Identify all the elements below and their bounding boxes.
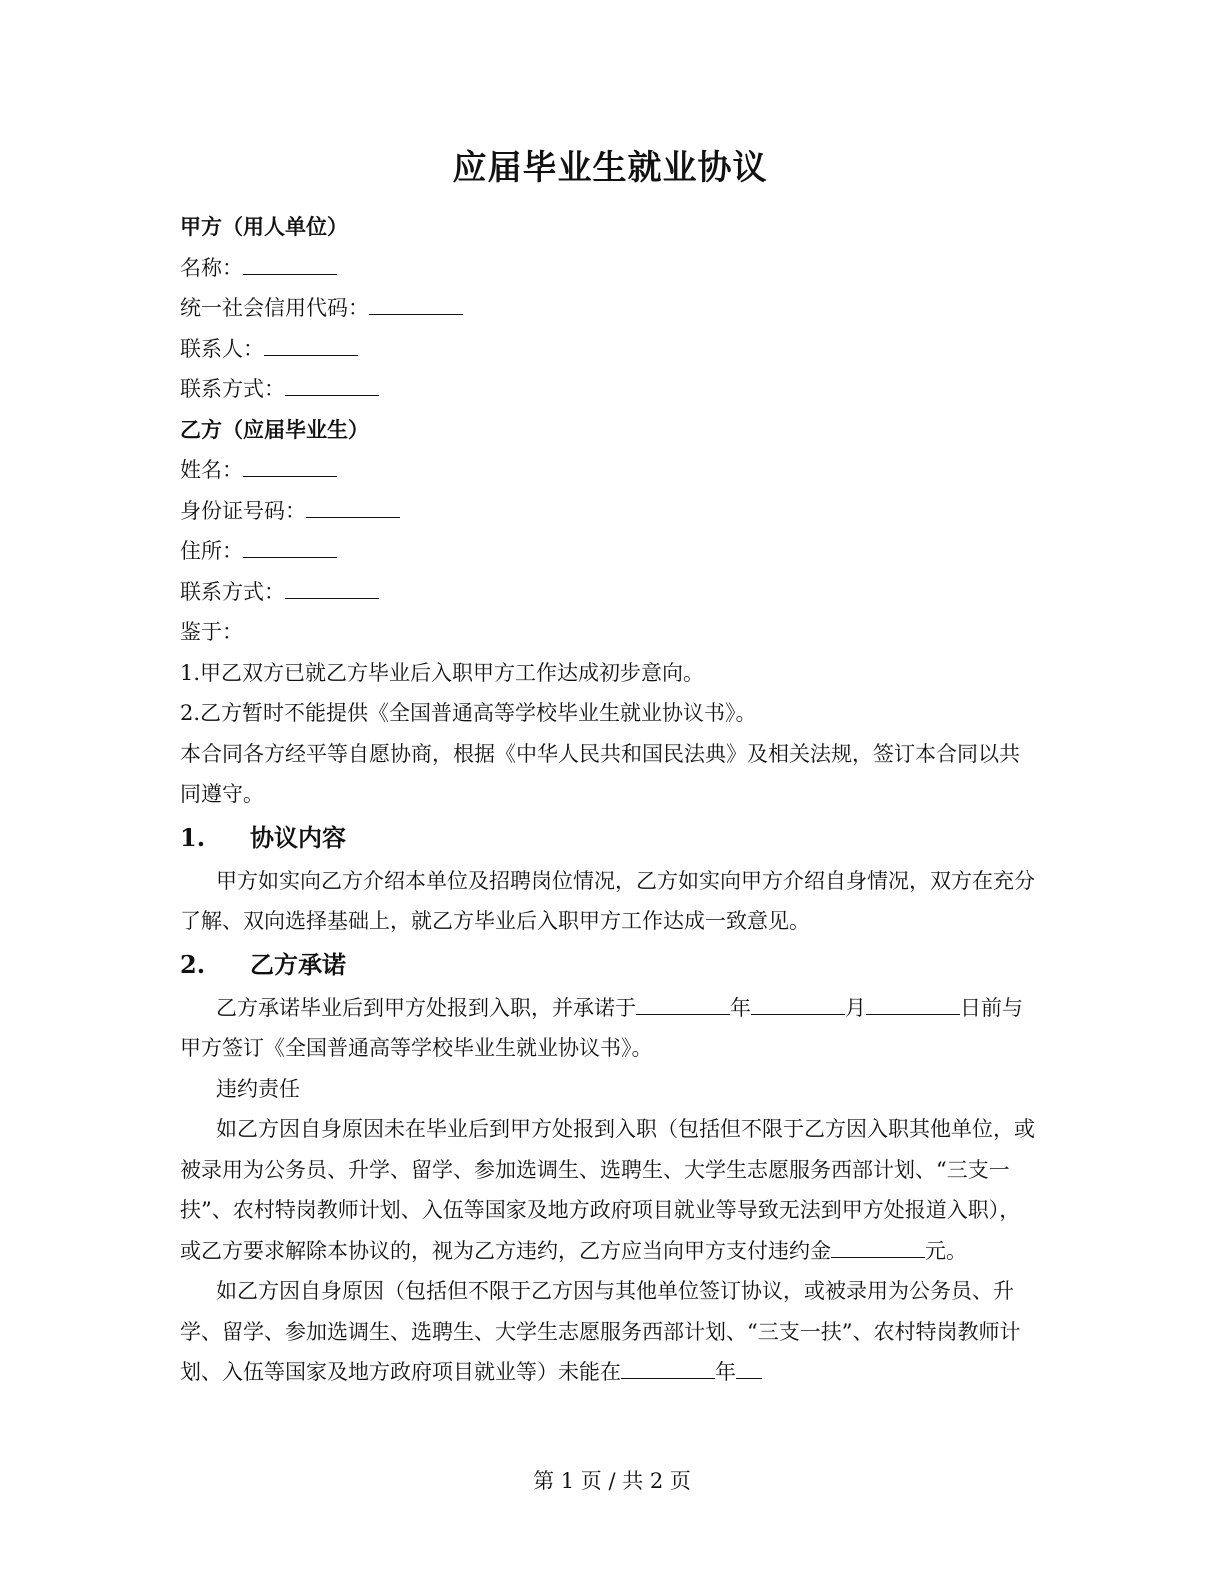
party-a-contact-label: 联系方式：	[180, 377, 285, 401]
promise-text-1: 乙方承诺毕业后到甲方处报到入职，并承诺于	[216, 995, 636, 1020]
party-b-address-label: 住所：	[180, 539, 243, 563]
liability-label: 违约责任	[216, 1076, 300, 1101]
party-a-contact-person-blank	[264, 339, 358, 356]
party-a-contact-field	[180, 369, 1060, 410]
whereas-item-1: 1.甲乙双方已就乙方毕业后入职甲方工作达成初步意向。	[180, 660, 705, 685]
section-1-title: 协议内容	[250, 822, 346, 852]
party-b-id-label: 身份证号码：	[180, 498, 306, 523]
section-2-number: 2.	[180, 949, 206, 979]
party-a-contact-blank	[285, 379, 379, 396]
section-2-heading	[180, 942, 1060, 988]
party-b-heading: 乙方（应届毕业生）	[180, 416, 369, 442]
section-1-number: 1.	[180, 822, 206, 852]
page-footer: 第 1 页 / 共 2 页	[533, 1469, 691, 1493]
document-content	[180, 140, 1060, 1393]
party-b-id-blank	[306, 501, 400, 518]
whereas-label: 鉴于：	[180, 620, 243, 644]
section-2-promise	[180, 988, 1040, 1069]
party-a-credit-code-field	[180, 288, 1060, 329]
party-a-contact-person-field	[180, 329, 1060, 370]
section-1-heading	[180, 815, 1060, 861]
party-a-name-field	[180, 248, 1060, 289]
promise-text-2: 日前与甲方签订《全国普通高等学校毕业生就业协议书》。	[180, 995, 1023, 1060]
party-b-address-blank	[243, 541, 337, 558]
party-b-contact-blank	[285, 582, 379, 599]
liability-2-text: 如乙方因自身原因（包括但不限于乙方因与其他单位签订协议，或被录用为公务员、升学、留学、参加选调生、选聘生、大学生志愿服务西部计划、“三支一扶”、农村特岗教师计划、入伍等国家及地方政府项目就业等）未能在	[180, 1279, 1021, 1384]
liability-1-text: 如乙方因自身原因未在毕业后到甲方处报到入职（包括但不限于乙方因入职其他单位，或被录用为公务员、升学、留学、参加选调生、选聘生、大学生志愿服务西部计划、“三支一扶”、农村特岗教师计划、入伍等国家及地方政府项目就业等导致无法到甲方处报道入职），或乙方要求解除本协议的，视为乙方违约，乙方应当向甲方支付违约金	[180, 1117, 1035, 1263]
section-2-title: 乙方承诺	[250, 949, 346, 979]
party-b-contact-field	[180, 572, 1060, 613]
promise-year-blank	[636, 998, 730, 1015]
party-a-credit-code-blank	[369, 298, 463, 315]
party-a-contact-person-label: 联系人：	[180, 336, 264, 361]
liability-2-trailing-blank	[736, 1362, 762, 1379]
liability-1-currency: 元。	[925, 1238, 967, 1263]
party-b-id-field	[180, 491, 1060, 532]
document-title: 应届毕业生就业协议	[452, 148, 768, 188]
liability-2-year-label: 年	[715, 1360, 736, 1384]
liability-clause-2	[180, 1271, 1040, 1393]
party-a-name-label: 名称：	[180, 255, 243, 280]
party-b-contact-label: 联系方式：	[180, 579, 285, 604]
party-a-name-blank	[243, 258, 337, 275]
promise-year-label: 年	[730, 995, 751, 1020]
party-a-heading: 甲方（用人单位）	[180, 214, 348, 239]
whereas-item-2: 2.乙方暂时不能提供《全国普通高等学校毕业生就业协议书》。	[180, 701, 757, 725]
liability-clause-1	[180, 1109, 1040, 1271]
promise-month-blank	[751, 998, 845, 1015]
party-b-address-field	[180, 531, 1060, 572]
promise-month-label: 月	[845, 995, 866, 1020]
party-b-name-field	[180, 450, 1060, 491]
party-b-name-blank	[243, 460, 337, 477]
contract-intro: 本合同各方经平等自愿协商，根据《中华人民共和国民法典》及相关法规，签订本合同以共同遵守。	[180, 741, 1020, 806]
penalty-amount-blank	[831, 1241, 925, 1258]
party-b-name-label: 姓名：	[180, 458, 243, 482]
section-1-body: 甲方如实向乙方介绍本单位及招聘岗位情况，乙方如实向甲方介绍自身情况，双方在充分了解、双向选择基础上，就乙方毕业后入职甲方工作达成一致意见。	[180, 868, 1035, 933]
liability-2-year-blank	[621, 1362, 715, 1379]
party-a-credit-code-label: 统一社会信用代码：	[180, 296, 369, 320]
promise-day-blank	[866, 998, 960, 1015]
